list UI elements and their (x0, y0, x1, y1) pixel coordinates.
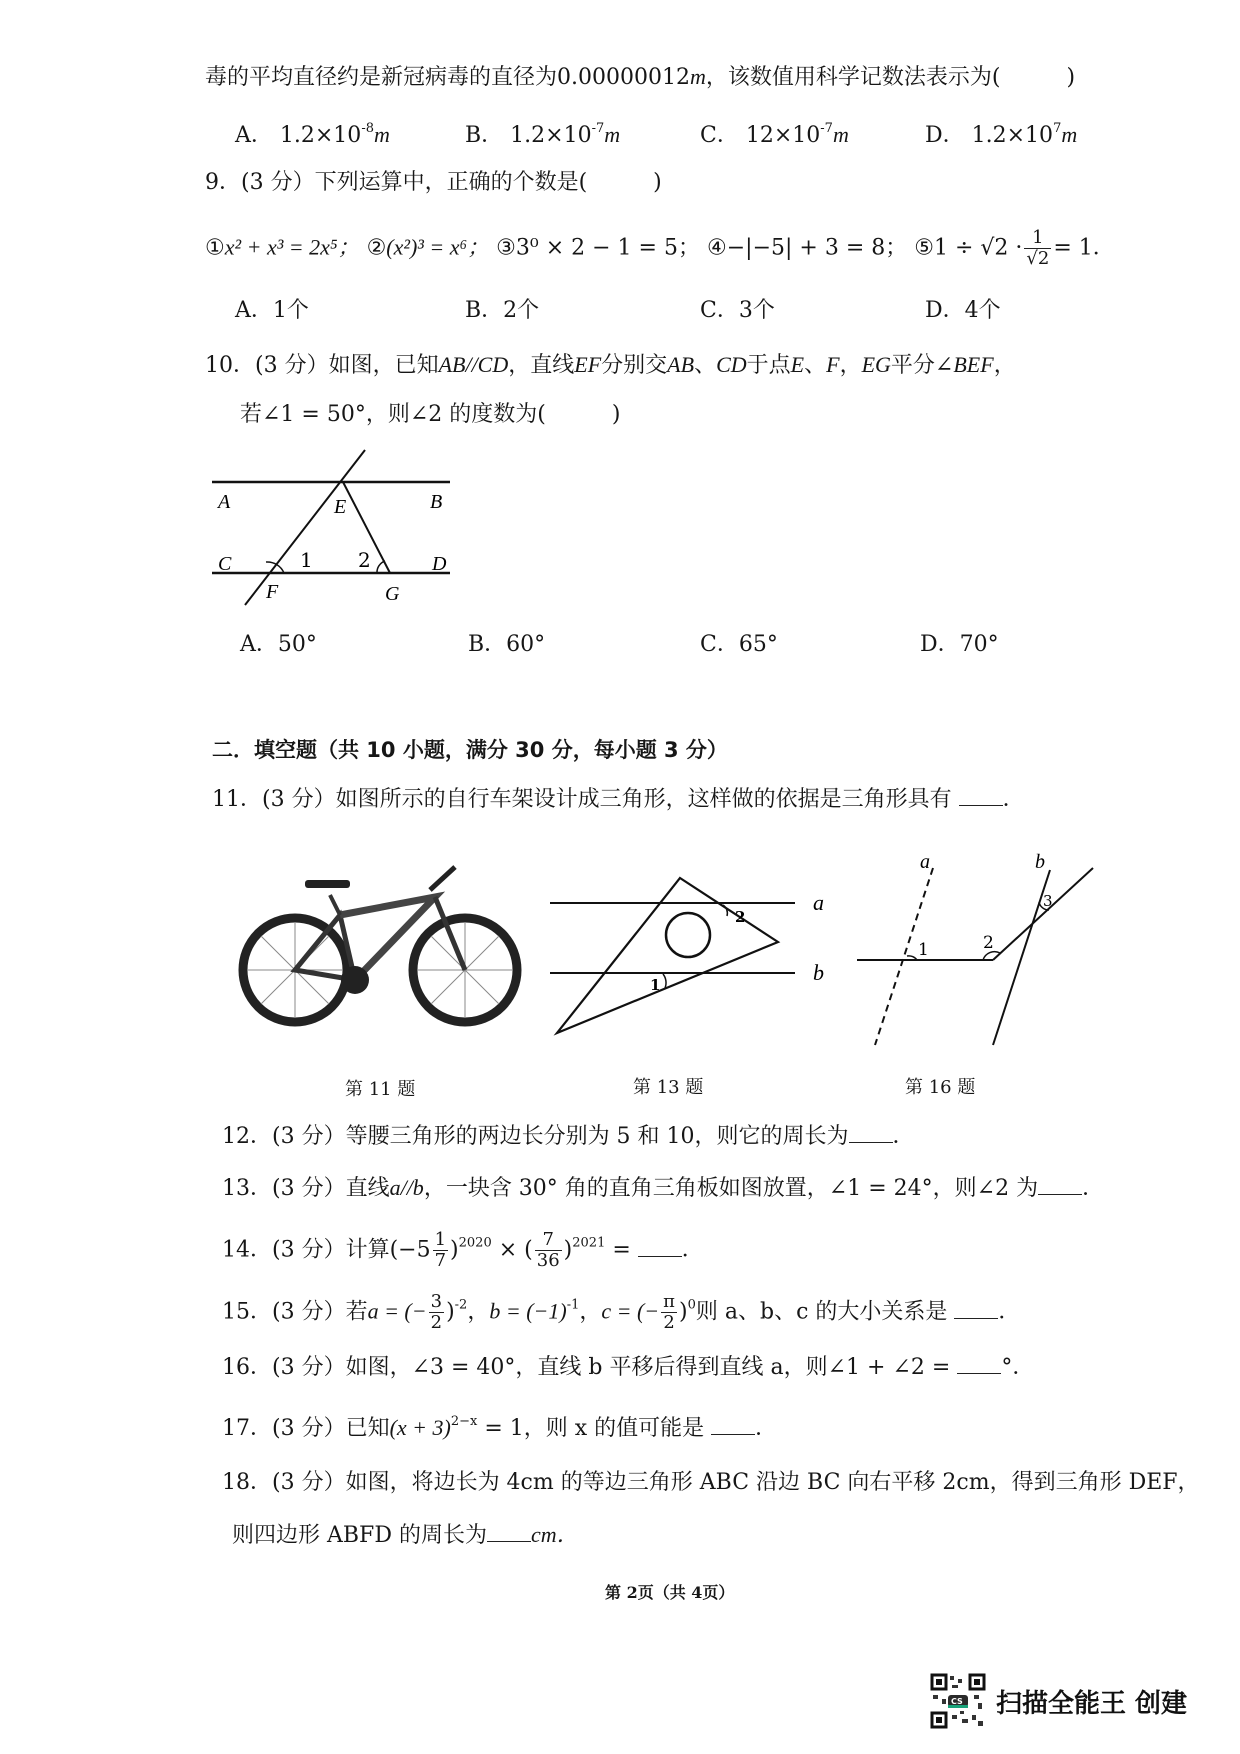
svg-text:1: 1 (300, 548, 313, 572)
q8-option-d: D． $1.2\times 10^7m$ (925, 121, 1078, 148)
q8-stem-end: ，该数值用科学记数法表示为( ) (705, 65, 1076, 90)
qr-code-icon (930, 1673, 986, 1729)
svg-text:D: D (432, 553, 447, 575)
figure-16 (845, 840, 1105, 1050)
caption-16: 第 16 题 (905, 1077, 976, 1098)
svg-text:C: C (218, 553, 232, 575)
svg-text:CS: CS (951, 1697, 963, 1706)
q14-answer-blank (638, 1238, 682, 1257)
svg-text:3: 3 (1043, 892, 1053, 910)
svg-text:B: B (430, 491, 443, 513)
figure-13 (545, 870, 835, 1050)
q17-stem: 17．(3 分）已知$(x + 3)^{2-x} = 1$，则 x 的值可能是 ． (222, 1414, 778, 1441)
q17-answer-blank (711, 1416, 755, 1435)
svg-text:E: E (334, 496, 347, 518)
q8-option-a: A． $1.2\times 10^{-8}m$ (235, 121, 390, 148)
svg-text:b: b (813, 960, 824, 985)
caption-13: 第 13 题 (633, 1077, 704, 1098)
q15-stem: 15．(3 分）若a = (− $\frac{3}{2}$ )$^{-2}$，$b = (-1)^{-1}$，c = (− $\frac{\pi}{2}$ )$^0$则 a、b、c 的大小关系是 ． (222, 1291, 1021, 1333)
q18-answer-blank (487, 1523, 531, 1542)
q10-option-c: C．65° (700, 632, 778, 657)
q9-option-b: B．2个 (465, 298, 540, 323)
svg-text:2: 2 (983, 933, 994, 953)
q16-answer-blank (957, 1355, 1001, 1374)
q15-answer-blank (954, 1300, 998, 1319)
q8-option-b: B． $1.2\times 10^{-7}m$ (465, 121, 621, 148)
q18-stem-line1: 18．(3 分）如图，将边长为 4cm 的等边三角形 ABC 沿边 BC 向右平移 2cm，得到三角形 DEF， (222, 1470, 1200, 1495)
section-heading: 二．填空题（共 10 小题，满分 30 分，每小题 3 分） (212, 738, 728, 762)
svg-text:a: a (813, 890, 824, 915)
q9-option-d: D．4个 (925, 298, 1001, 323)
q8-unit: m (689, 64, 706, 89)
svg-text:1: 1 (918, 940, 929, 960)
q13-stem: 13．(3 分）直线a//b，一块含 30° 角的直角三角板如图放置，∠1 = 24°，则∠2 为 ． (222, 1175, 1105, 1201)
svg-text:F: F (266, 581, 279, 603)
q10-option-b: B．60° (468, 632, 546, 657)
svg-text:A: A (218, 491, 231, 513)
q8-stem-text: 毒的平均直径约是新冠病毒的直径为0.00000012 (205, 65, 690, 90)
scanner-label: 扫描全能王 创建 (996, 1688, 1188, 1719)
page-footer: 第 2页（共 4页） (605, 1583, 735, 1602)
q9-items: ①x² + x³ = 2x⁵； ②(x²)³ = x⁶； ③3⁰ × 2 − 1 = 5； ④−|−5| + 3 = 8； ⑤1 ÷ √2 · $\frac{1}{√2}$ = 1． (205, 227, 1115, 269)
q14-stem: 14．(3 分）计算(−5 $\frac{1}{7}$ )$^{2020}$ × ( $\frac{7}{36}$ )$^{2021}$ = ． (222, 1229, 704, 1271)
q10-option-d: D．70° (920, 632, 999, 657)
q8-stem (205, 62, 1075, 93)
q18-stem-line2: 则四边形 ABFD 的周长为 cm． (232, 1522, 579, 1548)
q12-stem: 12．(3 分）等腰三角形的两边长分别为 5 和 10，则它的周长为 ． (222, 1124, 915, 1149)
q11-stem: 11．(3 分）如图所示的自行车架设计成三角形，这样做的依据是三角形具有 ． (212, 787, 1025, 812)
bicycle-figure (225, 855, 535, 1040)
svg-text:2: 2 (735, 908, 746, 926)
q10-option-a: A．50° (240, 632, 317, 657)
scanner-watermark (930, 1673, 1187, 1729)
svg-text:2: 2 (358, 548, 371, 572)
q16-stem: 16．(3 分）如图，∠3 = 40°，直线 b 平移后得到直线 a，则∠1 + ∠2 = °． (222, 1355, 1035, 1380)
q10-figure (200, 440, 460, 620)
q9-option-c: C．3个 (700, 298, 775, 323)
q9-option-a: A．1个 (235, 298, 309, 323)
q10-stem-line1: 10．(3 分）如图，已知AB//CD，直线EF分别交AB、CD于点E、F，EG平分∠BEF， (205, 352, 1016, 378)
q10-stem-line2: 若∠1 = 50°，则∠2 的度数为( ) (240, 402, 621, 427)
q9-fraction: $\frac{1}{√2}$ (1026, 227, 1050, 269)
q12-answer-blank (849, 1124, 893, 1143)
svg-text:a: a (920, 851, 930, 873)
caption-11: 第 11 题 (345, 1079, 416, 1100)
q11-answer-blank (959, 787, 1003, 806)
svg-text:1: 1 (650, 976, 661, 994)
svg-text:b: b (1035, 851, 1045, 873)
q13-answer-blank (1038, 1176, 1082, 1195)
q8-option-c: C． $12\times 10^{-7}m$ (700, 121, 849, 148)
q9-stem: 9．(3 分）下列运算中，正确的个数是( ) (205, 170, 662, 195)
svg-text:G: G (385, 583, 400, 605)
